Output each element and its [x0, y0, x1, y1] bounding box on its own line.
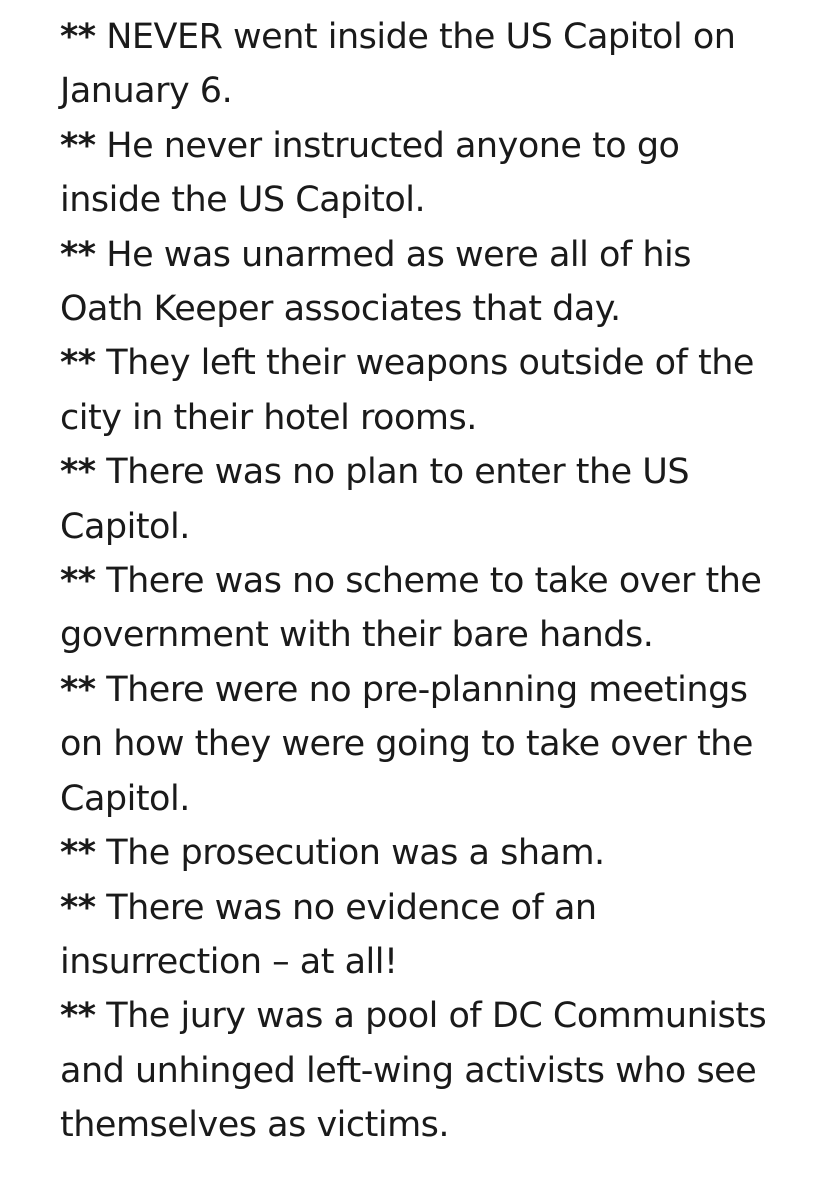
bullet-text: He never instructed anyone to go inside the US Capitol. — [60, 125, 680, 221]
bullet-point — [60, 119, 780, 228]
bullet-point — [60, 10, 780, 119]
bullet-marker: ** — [60, 561, 96, 602]
bullet-text: NEVER went inside the US Capitol on January 6. — [60, 17, 736, 112]
bullet-point — [60, 826, 780, 880]
bullet-marker: ** — [60, 125, 96, 166]
bullet-marker: ** — [60, 452, 96, 493]
bullet-point — [60, 554, 780, 663]
bullet-marker: ** — [60, 234, 96, 275]
bullet-text: The prosecution was a sham. — [106, 833, 605, 874]
bullet-text: He was unarmed as were all of his Oath Keeper associates that day. — [60, 234, 691, 330]
bullet-point — [60, 445, 780, 554]
bullet-point — [60, 228, 780, 337]
bullet-text: There was no scheme to take over the government with their bare hands. — [60, 561, 762, 656]
bullet-point — [60, 663, 780, 826]
bullet-text: The jury was a pool of DC Communists and unhinged left-wing activists who see themselves as victims. — [60, 996, 767, 1146]
bullet-marker: ** — [60, 833, 96, 874]
bullet-marker: ** — [60, 17, 96, 57]
bullet-text: There was no evidence of an insurrection – at all! — [60, 887, 597, 982]
bullet-point — [60, 989, 780, 1152]
bullet-marker: ** — [60, 669, 96, 710]
bullet-point — [60, 336, 780, 445]
bullet-text: There was no plan to enter the US Capitol. — [60, 452, 690, 547]
document-body — [60, 10, 780, 1153]
bullet-marker: ** — [60, 343, 96, 384]
bullet-text: They left their weapons outside of the city in their hotel rooms. — [60, 343, 754, 438]
bullet-marker: ** — [60, 887, 96, 928]
bullet-point — [60, 881, 780, 990]
bullet-marker: ** — [60, 996, 96, 1037]
bullet-text: There were no pre-planning meetings on how they were going to take over the Capitol. — [60, 669, 753, 819]
